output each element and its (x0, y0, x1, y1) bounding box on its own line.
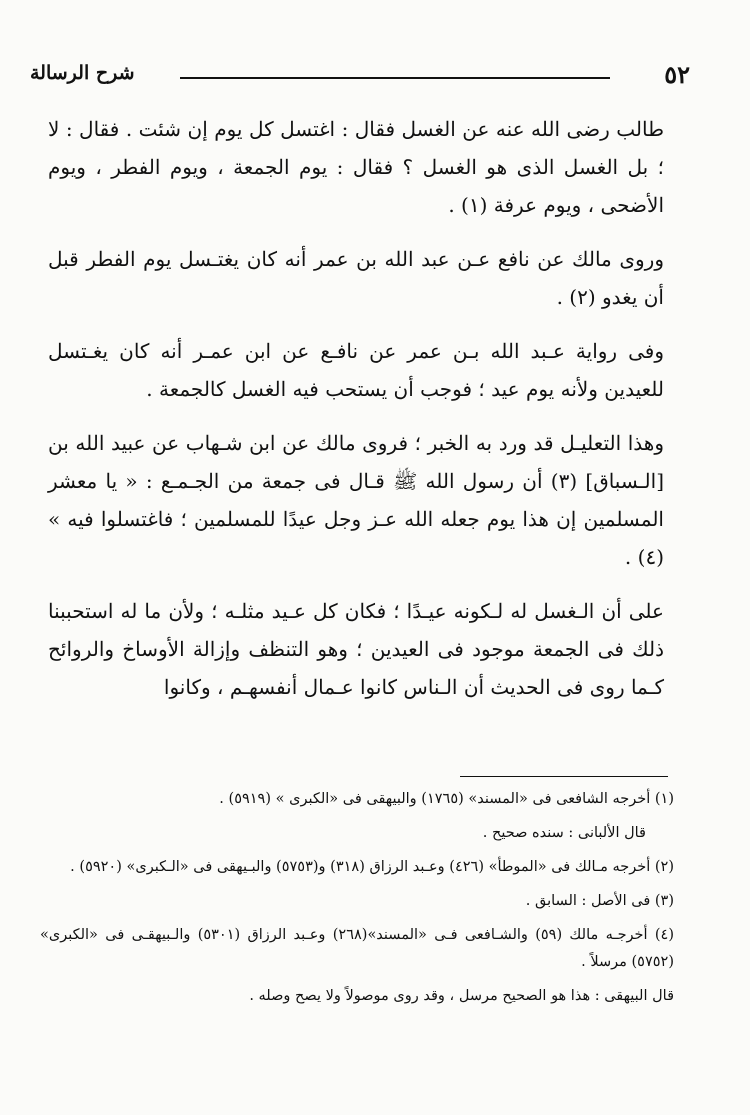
paragraph: على أن الـغسل له لـكونه عيـدًا ؛ فكان كل عـيد مثلـه ؛ ولأن ما له استحببنا ذلك فى الجمعة موجود فى العيدين ؛ وهو التنظف وإزالة الأوساخ والروائح كـما روى فى الحديث أن الـناس كانوا عـمال أنفسهـم ، وكانوا (48, 599, 664, 699)
footnote-closing-note: قال البيهقى : هذا هو الصحيح مرسل ، وقد روى موصولاً ولا يصح وصله . (249, 988, 674, 1004)
footnote-separator (460, 776, 668, 777)
paragraph: وفى رواية عـبد الله بـن عمر عن نافـع عن ابن عمـر أنه كان يغـتسل للعيدين ولأنه يوم عيد ؛ فوجب أن يستحب فيه الغسل كالجمعة . (48, 339, 664, 401)
paragraph: طالب رضى الله عنه عن الغسل فقال : اغتسل كل يوم إن شئت . فقال : لا ؛ بل الغسل الذى هو الغسل ؟ فقال : يوم الجمعة ، ويوم الفطر ، ويوم الأضحى ، ويوم عرفة (١) . (48, 117, 664, 217)
footnote-item: (٢) أخرجه مـالك فى «الموطأ» (٤٢٦) وعـبد الرزاق (٣١٨) و(٥٧٥٣) والبـيهقى فى «الـكبرى» (٥٩٢٠) . (70, 859, 674, 875)
running-title: شرح الرسالة (30, 62, 135, 84)
paragraph: وهذا التعليـل قد ورد به الخبر ؛ فروى مالك عن ابن شـهاب عن عبيد الله بن [الـسباق] (٣) أن رسول الله ﷺ قـال فى جمعة من الجـمـع : « يا معشر المسلمين إن هذا يوم جعله الله عـز وجل عيدًا للمسلمين ؛ فاغتسلوا فيه » (٤) . (48, 431, 664, 569)
footnote-item: (٣) فى الأصل : السابق . (525, 893, 674, 909)
main-text (48, 110, 664, 722)
footnote-subnote: قال الألبانى : سنده صحيح . (482, 825, 646, 841)
page-header (30, 58, 690, 92)
footnote-item: (٤) أخرجـه مالك (٥٩) والشـافعى فـى «المسند»(٢٦٨) وعـبد الرزاق (٥٣٠١) والـبيهقـى فى «الكبرى» (٥٧٥٢) مرسلاً . (40, 927, 674, 970)
footnote-item: (١) أخرجه الشافعى فى «المسند» (١٧٦٥) والبيهقى فى «الكبرى » (٥٩١٩) . (219, 791, 674, 807)
header-rule (180, 77, 610, 79)
paragraph: وروى مالك عن نافع عـن عبد الله بن عمر أنه كان يغتـسل يوم الفطر قبل أن يغدو (٢) . (48, 247, 664, 309)
page-number: ٥٢ (664, 60, 690, 89)
footnotes (40, 786, 674, 1017)
